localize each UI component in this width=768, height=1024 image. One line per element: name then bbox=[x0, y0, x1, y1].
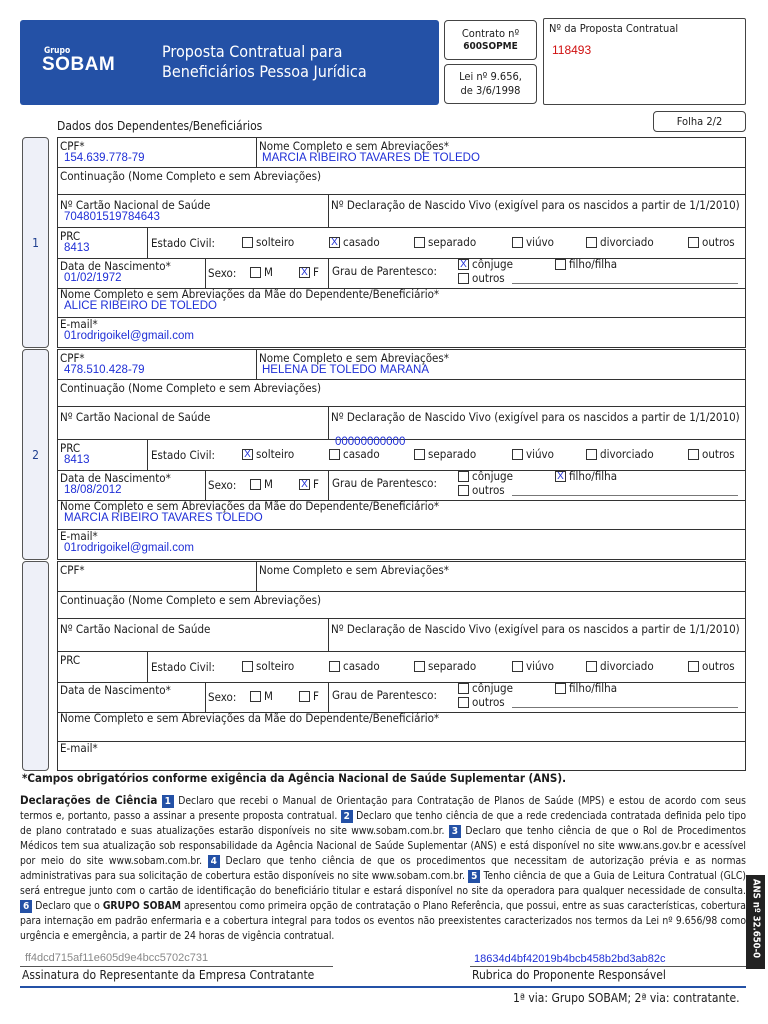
divorced-checkbox[interactable] bbox=[586, 237, 597, 248]
relationship-label: Grau de Parentesco: bbox=[332, 476, 437, 490]
cell-divider bbox=[256, 137, 257, 167]
divorced-checkbox[interactable] bbox=[586, 449, 597, 460]
row-divider bbox=[57, 406, 746, 407]
cell-divider bbox=[205, 682, 206, 712]
sex-label: Sexo: bbox=[208, 266, 237, 280]
contract-number: 600SOPME bbox=[463, 41, 518, 52]
decl-number-badge: 2 bbox=[341, 810, 353, 823]
spouse-checkbox[interactable] bbox=[458, 471, 469, 482]
widowed-checkbox[interactable] bbox=[512, 661, 523, 672]
widowed-label: viúvo bbox=[526, 235, 555, 249]
mother-name-label: Nome Completo e sem Abreviações da Mãe do Dependente/Beneficiário* bbox=[60, 711, 440, 725]
married-checkbox[interactable]: X bbox=[329, 237, 340, 248]
other-relationship-line bbox=[512, 495, 738, 496]
row-divider bbox=[57, 227, 746, 228]
birthdate-value[interactable]: 01/02/1972 bbox=[64, 272, 122, 284]
signature-right-label: Rubrica do Proponente Responsável bbox=[472, 968, 666, 982]
child-checkbox[interactable] bbox=[555, 683, 566, 694]
spouse-label: cônjuge bbox=[472, 681, 513, 695]
separated-checkbox[interactable] bbox=[414, 449, 425, 460]
cell-divider bbox=[328, 406, 329, 439]
cell-divider bbox=[147, 651, 148, 682]
marital-status-label: Estado Civil: bbox=[151, 660, 215, 674]
dependent-tab bbox=[22, 137, 49, 348]
signature-left-hash: ff4dcd715af11e605d9e4bcc5702c731 bbox=[25, 952, 209, 964]
cpf-value[interactable]: 478.510.428-79 bbox=[64, 364, 145, 376]
married-label: casado bbox=[343, 447, 380, 461]
decl-number-badge: 3 bbox=[449, 825, 461, 838]
row-divider bbox=[57, 167, 746, 168]
sex-label: Sexo: bbox=[208, 478, 237, 492]
sex-male-label: M bbox=[264, 265, 273, 279]
widowed-label: viúvo bbox=[526, 659, 555, 673]
single-label: solteiro bbox=[256, 659, 295, 673]
sex-female-label: F bbox=[313, 265, 319, 279]
cell-divider bbox=[256, 349, 257, 379]
relationship-label: Grau de Parentesco: bbox=[332, 264, 437, 278]
law-box: Lei nº 9.656, de 3/6/1998 bbox=[444, 64, 537, 104]
row-divider bbox=[57, 651, 746, 652]
child-label: filho/filha bbox=[569, 469, 618, 483]
single-label: solteiro bbox=[256, 447, 295, 461]
marital-other-label: outros bbox=[702, 659, 735, 673]
proposal-number-box[interactable]: Nº da Proposta Contratual 118493 bbox=[543, 18, 746, 105]
sex-male-checkbox[interactable] bbox=[250, 691, 261, 702]
row-divider bbox=[57, 741, 746, 742]
decl-number-badge: 6 bbox=[20, 900, 32, 913]
relationship-other-checkbox[interactable] bbox=[458, 697, 469, 708]
child-checkbox[interactable] bbox=[555, 259, 566, 270]
email-label: E-mail* bbox=[60, 741, 98, 755]
separated-label: separado bbox=[428, 659, 477, 673]
child-label: filho/filha bbox=[569, 257, 618, 271]
decl-number-badge: 1 bbox=[162, 795, 174, 808]
marital-other-label: outros bbox=[702, 447, 735, 461]
widowed-label: viúvo bbox=[526, 447, 555, 461]
marital-other-checkbox[interactable] bbox=[688, 449, 699, 460]
cns-label: Nº Cartão Nacional de Saúde bbox=[60, 410, 211, 424]
spouse-label: cônjuge bbox=[472, 469, 513, 483]
row-divider bbox=[57, 194, 746, 195]
cell-divider bbox=[328, 682, 329, 712]
divorced-label: divorciado bbox=[600, 447, 654, 461]
marital-other-checkbox[interactable] bbox=[688, 661, 699, 672]
spouse-checkbox[interactable] bbox=[458, 683, 469, 694]
separated-checkbox[interactable] bbox=[414, 237, 425, 248]
prc-value[interactable]: 8413 bbox=[64, 454, 90, 466]
prc-label: PRC bbox=[60, 229, 81, 243]
row-divider bbox=[57, 379, 746, 380]
continuation-label: Continuação (Nome Completo e sem Abreviações) bbox=[60, 381, 322, 395]
marital-other-label: outros bbox=[702, 235, 735, 249]
marital-status-label: Estado Civil: bbox=[151, 448, 215, 462]
cell-divider bbox=[328, 618, 329, 651]
proposal-number-value: 118493 bbox=[552, 43, 592, 57]
dependent-tab bbox=[22, 561, 49, 771]
cell-divider bbox=[205, 470, 206, 500]
email-label: E-mail* bbox=[60, 529, 98, 543]
divorced-checkbox[interactable] bbox=[586, 661, 597, 672]
header-banner bbox=[20, 20, 439, 105]
birthdate-label: Data de Nascimento* bbox=[60, 683, 171, 697]
cell-divider bbox=[328, 470, 329, 500]
continuation-label: Continuação (Nome Completo e sem Abreviações) bbox=[60, 169, 322, 183]
child-label: filho/filha bbox=[569, 681, 618, 695]
name-label: Nome Completo e sem Abreviações* bbox=[259, 351, 449, 365]
cell-divider bbox=[328, 258, 329, 288]
single-checkbox[interactable] bbox=[242, 237, 253, 248]
spouse-label: cônjuge bbox=[472, 257, 513, 271]
birthdate-value[interactable]: 18/08/2012 bbox=[64, 484, 122, 496]
cell-divider bbox=[147, 439, 148, 470]
name-value[interactable]: HELENA DE TOLEDO MARANA bbox=[262, 364, 430, 376]
decl-number-badge: 5 bbox=[468, 870, 480, 883]
sex-male-checkbox[interactable] bbox=[250, 479, 261, 490]
logo-group-text: Grupo bbox=[44, 46, 71, 56]
dnv-value[interactable]: 00000000000 bbox=[335, 436, 406, 448]
marital-other-checkbox[interactable] bbox=[688, 237, 699, 248]
ans-registration-tag: ANS nº 32.650-0 bbox=[746, 875, 765, 969]
widowed-checkbox[interactable] bbox=[512, 237, 523, 248]
single-label: solteiro bbox=[256, 235, 295, 249]
cpf-label: CPF* bbox=[60, 563, 85, 577]
decl-number-badge: 4 bbox=[208, 855, 220, 868]
dependent-number: 1 bbox=[32, 235, 39, 250]
row-divider bbox=[57, 591, 746, 592]
cpf-label: CPF* bbox=[60, 351, 85, 365]
birthdate-label: Data de Nascimento* bbox=[60, 259, 171, 273]
cns-label: Nº Cartão Nacional de Saúde bbox=[60, 622, 211, 636]
cns-value[interactable]: 704801519784643 bbox=[64, 211, 160, 223]
relationship-other-checkbox[interactable] bbox=[458, 485, 469, 496]
married-checkbox[interactable] bbox=[329, 661, 340, 672]
signature-left-label: Assinatura do Representante da Empresa Contratante bbox=[22, 968, 315, 982]
sex-male-label: M bbox=[264, 689, 273, 703]
sex-female-checkbox[interactable] bbox=[299, 691, 310, 702]
spouse-checkbox[interactable]: X bbox=[458, 259, 469, 270]
cpf-value[interactable]: 154.639.778-79 bbox=[64, 152, 145, 164]
dnv-label: Nº Declaração de Nascido Vivo (exigível para os nascidos a partir de 1/1/2010) bbox=[331, 198, 740, 212]
sobam-logo: SOBAM bbox=[42, 54, 116, 75]
mother-name-label: Nome Completo e sem Abreviações da Mãe do Dependente/Beneficiário* bbox=[60, 499, 440, 513]
mother-name-value[interactable]: MARCIA RIBEIRO TAVARES TOLEDO bbox=[64, 512, 263, 524]
prc-label: PRC bbox=[60, 441, 81, 455]
mother-name-value[interactable]: ALICE RIBEIRO DE TOLEDO bbox=[64, 300, 217, 312]
relationship-other-checkbox[interactable] bbox=[458, 273, 469, 284]
cell-divider bbox=[328, 194, 329, 227]
sex-male-label: M bbox=[264, 477, 273, 491]
section-title: Dados dos Dependentes/Beneficiários bbox=[57, 119, 263, 133]
divorced-label: divorciado bbox=[600, 659, 654, 673]
sex-label: Sexo: bbox=[208, 690, 237, 704]
birthdate-label: Data de Nascimento* bbox=[60, 471, 171, 485]
relationship-other-label: outros bbox=[472, 271, 505, 285]
cell-divider bbox=[147, 227, 148, 258]
relationship-other-label: outros bbox=[472, 483, 505, 497]
cell-divider bbox=[205, 258, 206, 288]
child-checkbox[interactable]: X bbox=[555, 471, 566, 482]
divorced-label: divorciado bbox=[600, 235, 654, 249]
cns-label: Nº Cartão Nacional de Saúde bbox=[60, 198, 211, 212]
single-checkbox[interactable]: X bbox=[242, 449, 253, 460]
marital-status-label: Estado Civil: bbox=[151, 236, 215, 250]
married-checkbox[interactable] bbox=[329, 449, 340, 460]
sex-female-checkbox[interactable]: X bbox=[299, 267, 310, 278]
signature-right-hash: 18634d4bf42019b4bcb458b2bd3ab82c bbox=[474, 953, 666, 965]
name-label: Nome Completo e sem Abreviações* bbox=[259, 139, 449, 153]
row-divider bbox=[57, 529, 746, 530]
continuation-label: Continuação (Nome Completo e sem Abreviações) bbox=[60, 593, 322, 607]
declarations-text: Declarações de Ciência 1 Declaro que recebi o Manual de Orientação para Contratação de Planos de Saúde (MPS) e estou de acordo com seus termos e, portanto, passo a assinar a presente proposta contratual. 2 Declaro que tenho ciência de que a rede credenciada contratada definida pelo tipo de plano contratado e suas atualizações estarão disponíveis no site www.sobam.com.br. 3 Declaro que tenho ciência de que o Rol de Procedimentos Médicos tem sua atualização sob responsabilidade da Agência Nacional de Saúde Suplementar (ANS) e está disponível no site www.ans.gov.br e acessível por meio do site www.sobam.com.br. 4 Declaro que tenho ciência de que os procedimentos que necessitam de autorização prévia e as normas administrativas para sua solicitação de cobertura estão disponíveis no site www.sobam.com.br. 5 Tenho ciência de que a Guia de Leitura Contratual (GLC) será entregue junto com o cartão de identificação do beneficiário titular e estará disponível no site da operadora para qualquer necessidade de consulta. 6 Declaro que o GRUPO SOBAM apresentou como primeira opção de contratação o Plano Referência, que possui, entre as suas características, cobertura para internação em padrão enfermaria e a cobertura integral para todos os eventos não preexistentes caracterizados nos termos da Lei nº 9.656/98 como urgência e emergência, a partir de 24 horas de vigência contratual. bbox=[20, 793, 747, 942]
cell-divider bbox=[256, 561, 257, 591]
sex-male-checkbox[interactable] bbox=[250, 267, 261, 278]
page-indicator: Folha 2/2 bbox=[653, 111, 746, 132]
married-label: casado bbox=[343, 659, 380, 673]
separated-label: separado bbox=[428, 447, 477, 461]
married-label: casado bbox=[343, 235, 380, 249]
name-value[interactable]: MARCIA RIBEIRO TAVARES DE TOLEDO bbox=[262, 152, 480, 164]
email-label: E-mail* bbox=[60, 317, 98, 331]
mother-name-label: Nome Completo e sem Abreviações da Mãe do Dependente/Beneficiário* bbox=[60, 287, 440, 301]
sex-female-label: F bbox=[313, 689, 319, 703]
other-relationship-line bbox=[512, 707, 738, 708]
email-value[interactable]: 01rodrigoikel@gmail.com bbox=[64, 330, 194, 342]
email-value[interactable]: 01rodrigoikel@gmail.com bbox=[64, 542, 194, 554]
relationship-label: Grau de Parentesco: bbox=[332, 688, 437, 702]
widowed-checkbox[interactable] bbox=[512, 449, 523, 460]
name-label: Nome Completo e sem Abreviações* bbox=[259, 563, 449, 577]
other-relationship-line bbox=[512, 283, 738, 284]
copy-destination: 1ª via: Grupo SOBAM; 2ª via: contratante. bbox=[513, 991, 740, 1005]
required-footnote: *Campos obrigatórios conforme exigência da Agência Nacional de Saúde Suplementar (ANS). bbox=[22, 771, 567, 785]
footer-rule bbox=[20, 986, 746, 988]
prc-value[interactable]: 8413 bbox=[64, 242, 90, 254]
row-divider bbox=[57, 317, 746, 318]
cpf-label: CPF* bbox=[60, 139, 85, 153]
dependent-number: 2 bbox=[32, 447, 39, 462]
dependent-tab bbox=[22, 349, 49, 560]
relationship-other-label: outros bbox=[472, 695, 505, 709]
prc-label: PRC bbox=[60, 653, 81, 667]
separated-checkbox[interactable] bbox=[414, 661, 425, 672]
sex-female-label: F bbox=[313, 477, 319, 491]
single-checkbox[interactable] bbox=[242, 661, 253, 672]
dnv-label: Nº Declaração de Nascido Vivo (exigível para os nascidos a partir de 1/1/2010) bbox=[331, 410, 740, 424]
separated-label: separado bbox=[428, 235, 477, 249]
contract-box: Contrato nº 600SOPME bbox=[444, 20, 537, 60]
row-divider bbox=[57, 618, 746, 619]
form-title: Proposta Contratual para Beneficiários Pessoa Jurídica bbox=[162, 42, 367, 81]
dnv-label: Nº Declaração de Nascido Vivo (exigível para os nascidos a partir de 1/1/2010) bbox=[331, 622, 740, 636]
sex-female-checkbox[interactable]: X bbox=[299, 479, 310, 490]
